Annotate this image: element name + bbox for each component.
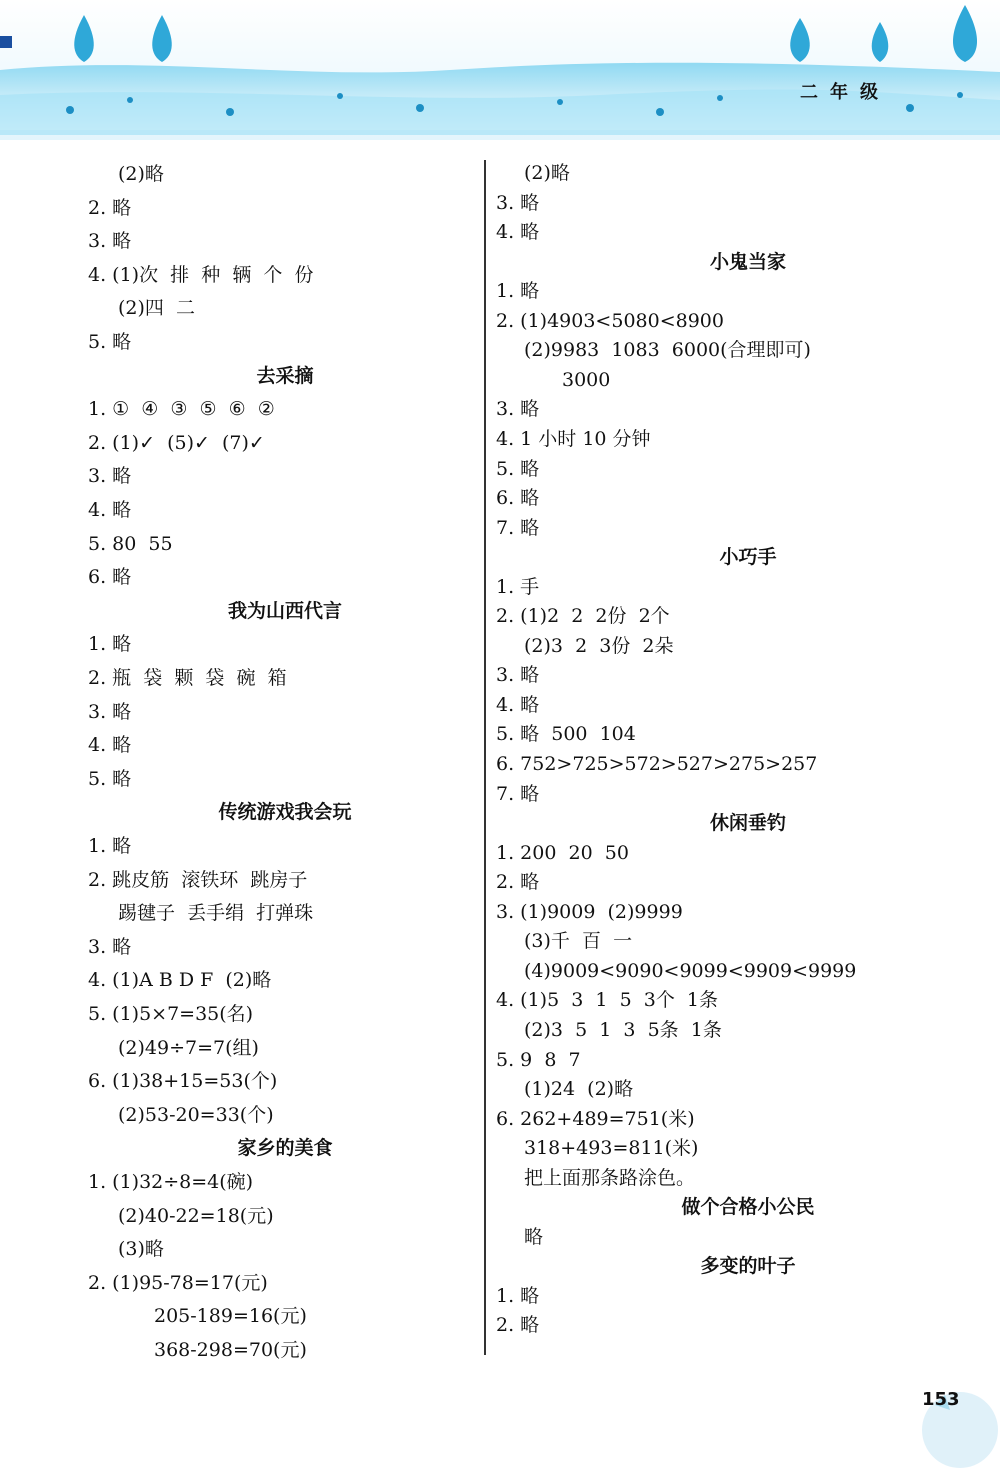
- answer-line: 踢毽子 丢手绢 打弹珠: [118, 902, 314, 925]
- header-banner: [0, 0, 1000, 140]
- answer-line: (3)千 百 一: [524, 930, 633, 953]
- section-heading: 家乡的美食: [237, 1137, 333, 1160]
- page-number: 153: [922, 1389, 960, 1410]
- answer-line: 2. 略: [496, 871, 540, 894]
- grade-label: 二年级: [800, 82, 890, 103]
- answer-line: 1. 略: [88, 835, 132, 857]
- answer-line: 4. (1)次 排 种 辆 个 份: [88, 263, 314, 286]
- answer-line: 368-298=70(元): [154, 1339, 307, 1361]
- answer-line: (2)9983 1083 6000(合理即可): [524, 339, 811, 362]
- answer-line: 1. 略: [496, 280, 540, 303]
- section-heading: 我为山西代言: [227, 599, 342, 622]
- answer-line: 3. 略: [88, 700, 132, 723]
- answer-line: 1. 手: [496, 575, 540, 598]
- answer-line: 5. 略 500 104: [496, 723, 636, 746]
- answer-line: 3000: [562, 368, 611, 391]
- section-heading: 多变的叶子: [700, 1255, 796, 1278]
- answer-line: 2. (1)✓ (5)✓ (7)✓: [88, 431, 265, 454]
- answer-line: (2)略: [118, 163, 164, 185]
- answer-line: 4. 略: [496, 221, 540, 244]
- section-heading: 小鬼当家: [709, 250, 786, 273]
- answer-line: 3. 略: [88, 935, 132, 958]
- answer-line: 5. 略: [496, 457, 540, 480]
- answer-line: 4. 1 小时 10 分钟: [496, 427, 651, 450]
- section-heading: 做个合格小公民: [681, 1196, 815, 1219]
- answer-line: 1. ① ④ ③ ⑤ ⑥ ②: [88, 398, 275, 421]
- answer-line: (2)四 二: [118, 297, 195, 320]
- meadow-illustration: [0, 0, 1000, 140]
- answer-line: (2)3 5 1 3 5条 1条: [524, 1018, 722, 1041]
- answer-line: 把上面那条路涂色。: [524, 1166, 696, 1189]
- answer-line: 3. 略: [88, 465, 132, 488]
- answer-line: 1. 200 20 50: [496, 841, 629, 864]
- answer-line: 略: [524, 1225, 544, 1248]
- answer-line: 2. 跳皮筋 滚铁环 跳房子: [88, 868, 308, 891]
- answer-line: (2)3 2 3份 2朵: [524, 634, 674, 657]
- answer-line: 2. (1)4903<5080<8900: [496, 309, 724, 332]
- answer-line: 4. 略: [496, 693, 540, 716]
- answer-line: 1. 略: [496, 1284, 540, 1307]
- answer-line: (1)24 (2)略: [524, 1078, 634, 1101]
- answer-line: 2. 略: [496, 1314, 540, 1337]
- answer-line: (2)49÷7=7(组): [118, 1036, 259, 1059]
- answer-line: 1. (1)32÷8=4(碗): [88, 1171, 254, 1193]
- answer-line: 6. 262+489=751(米): [496, 1107, 695, 1130]
- answer-line: 5. 略: [88, 331, 132, 353]
- section-heading: 休闲垂钓: [709, 812, 786, 835]
- answer-line: 5. 略: [88, 767, 132, 790]
- section-heading: 去采摘: [256, 364, 314, 387]
- answer-line: 2. 略: [88, 196, 132, 219]
- answer-line: (2)53-20=33(个): [118, 1103, 274, 1126]
- answer-line: 3. 略: [496, 664, 540, 687]
- answer-line: 6. (1)38+15=53(个): [88, 1070, 278, 1093]
- section-heading: 小巧手: [719, 546, 777, 569]
- answer-line: 1. 略: [88, 633, 132, 656]
- answer-line: 5. (1)5×7=35(名): [88, 1003, 254, 1025]
- answer-line: 2. (1)2 2 2份 2个: [496, 605, 670, 628]
- answer-line: 3. 略: [88, 230, 132, 253]
- answer-line: 6. 略: [496, 487, 540, 510]
- answer-line: 2. 瓶 袋 颗 袋 碗 箱: [88, 667, 287, 689]
- answer-line: 4. 略: [88, 734, 132, 757]
- answer-line: 7. 略: [496, 782, 540, 805]
- answer-line: 3. 略: [496, 191, 540, 214]
- answer-line: 3. 略: [496, 398, 540, 421]
- column-divider: [484, 160, 486, 1355]
- answer-line: 6. 略: [88, 566, 132, 589]
- answer-line: 7. 略: [496, 516, 540, 539]
- section-heading: 传统游戏我会玩: [218, 801, 352, 824]
- answer-line: 3. (1)9009 (2)9999: [496, 900, 683, 923]
- answer-line: 4. 略: [88, 499, 132, 521]
- answer-line: 6. 752>725>572>527>275>257: [496, 753, 818, 775]
- answer-line: 318+493=811(米): [524, 1137, 699, 1160]
- answer-line: 5. 80 55: [88, 532, 173, 555]
- answer-line: (3)略: [118, 1238, 164, 1261]
- answer-line: 2. (1)95-78=17(元): [88, 1271, 268, 1294]
- answer-line: (4)9009<9090<9099<9909<9999: [524, 959, 857, 982]
- answer-line: 4. (1)5 3 1 5 3个 1条: [496, 989, 719, 1012]
- answer-line: 4. (1)A B D F (2)略: [88, 969, 272, 992]
- answer-line: 5. 9 8 7: [496, 1048, 581, 1071]
- answer-line: (2)略: [524, 162, 570, 184]
- answer-line: (2)40-22=18(元): [118, 1204, 274, 1227]
- answer-line: 205-189=16(元): [154, 1305, 307, 1328]
